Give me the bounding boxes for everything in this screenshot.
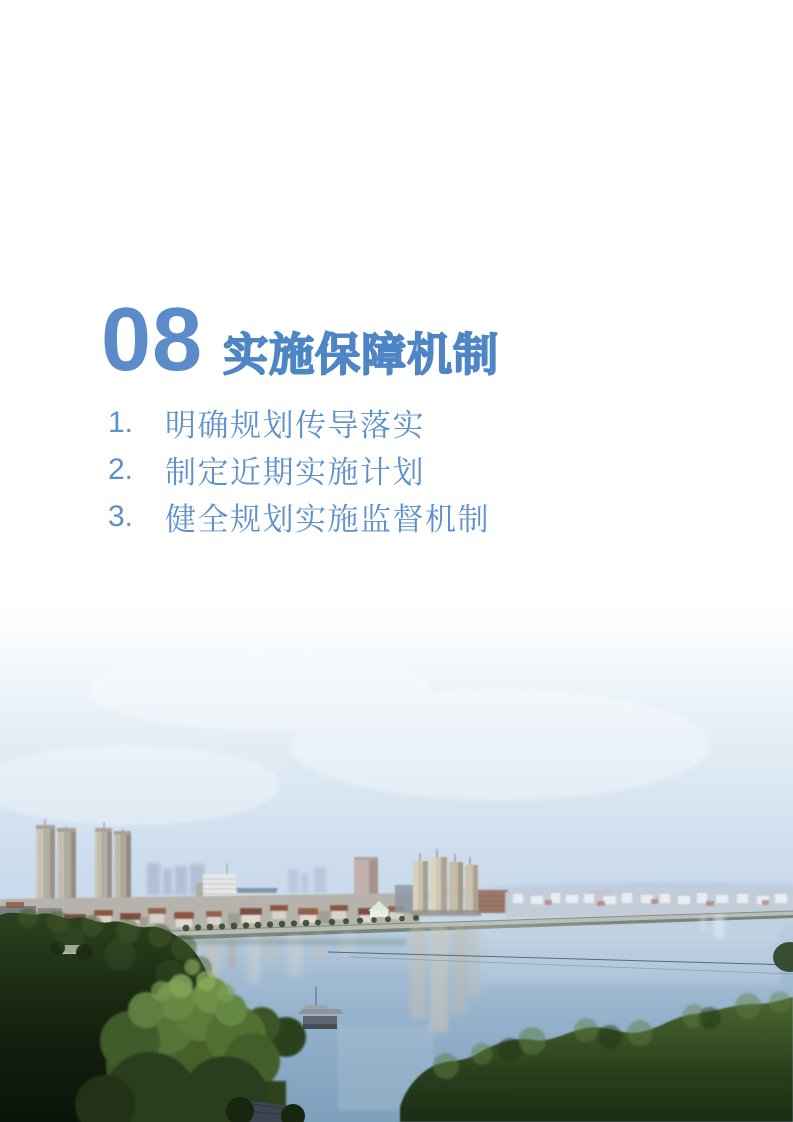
- chapter-number: 08: [101, 290, 204, 390]
- riverside-city-photo: [0, 595, 793, 1122]
- chapter-header: [101, 290, 500, 390]
- list-item: [108, 493, 490, 540]
- list-item-label: 明确规划传导落实: [165, 408, 425, 443]
- section-list: [108, 399, 490, 540]
- list-item-label: 制定近期实施计划: [165, 455, 425, 490]
- chapter-title: 实施保障机制: [223, 330, 500, 380]
- list-item-number: 1.: [108, 405, 134, 439]
- list-item-label: 健全规划实施监督机制: [165, 502, 490, 537]
- list-item: [108, 446, 490, 493]
- photo-top-fade: [0, 595, 793, 655]
- photo-illustration: [0, 595, 793, 1122]
- list-item: [108, 399, 490, 446]
- list-item-number: 2.: [108, 452, 134, 486]
- list-item-number: 3.: [108, 499, 134, 533]
